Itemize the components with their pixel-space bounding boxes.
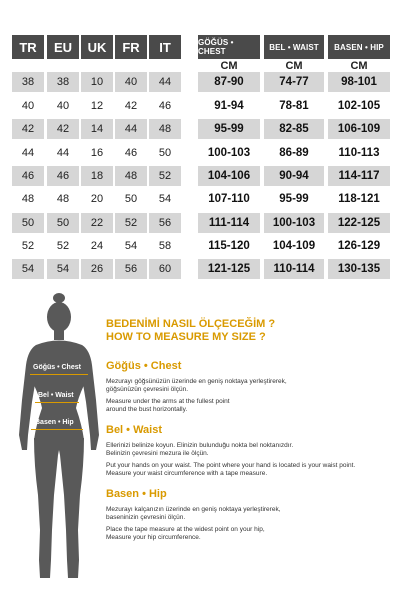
size-cell: 50 — [47, 213, 79, 233]
measure-cell: 86-89 — [279, 147, 309, 159]
measure-cell: 78-81 — [279, 100, 309, 112]
size-cell: 40 — [56, 100, 70, 112]
measure-cell: 118-121 — [338, 193, 380, 205]
measure-cell: 115-120 — [208, 240, 250, 252]
size-cell: 38 — [47, 72, 79, 92]
guide-title-tr: BEDENİMİ NASIL ÖLÇECEĞİM ? — [106, 318, 276, 330]
size-cell: 48 — [115, 166, 147, 186]
size-cell: 22 — [81, 213, 113, 233]
size-cell: 52 — [149, 166, 181, 186]
measure-cell: 110-113 — [338, 147, 380, 159]
figure-label-waist: Bel • Waist — [38, 392, 74, 399]
size-cell: 42 — [124, 100, 138, 112]
unit-cm: CM — [350, 60, 368, 72]
measure-cell: 102-105 — [337, 100, 381, 112]
measure-cell: 87-90 — [198, 72, 260, 92]
hip-desc-en: Place the tape measure at the widest point on your hip, Measure your hip circumference. — [106, 526, 265, 541]
size-cell: 20 — [90, 193, 104, 205]
measure-cell: 95-99 — [198, 119, 260, 139]
size-cell: 54 — [124, 240, 138, 252]
size-cell: 26 — [81, 259, 113, 279]
size-header-tr: TR — [12, 35, 44, 59]
measure-cell: 110-114 — [264, 259, 324, 279]
size-cell: 44 — [21, 147, 35, 159]
guide-title-en: HOW TO MEASURE MY SIZE ? — [106, 331, 266, 343]
waist-desc-en: Put your hands on your waist. The point where your hand is located is your waist point. Measure your waist circumference with a tape measure. — [106, 462, 356, 477]
size-cell: 48 — [21, 193, 35, 205]
size-cell: 12 — [90, 100, 104, 112]
hip-desc-tr: Mezurayı kalçanızın üzerinde en geniş noktaya yerleştirerek, baseninizin çevresini ölçün. — [106, 506, 281, 521]
size-cell: 56 — [149, 213, 181, 233]
size-cell: 16 — [90, 147, 104, 159]
size-cell: 44 — [56, 147, 70, 159]
measure-cell: 74-77 — [264, 72, 324, 92]
waist-heading: Bel • Waist — [106, 424, 163, 436]
size-cell: 42 — [12, 119, 44, 139]
size-header-fr: FR — [115, 35, 147, 59]
measure-cell: 114-117 — [328, 166, 390, 186]
waist-desc-tr: Ellerinizi belinize koyun. Elinizin bulunduğu nokta bel noktanızdır. Belinizin çevresini mezura ile ölçün. — [106, 442, 294, 457]
size-cell: 44 — [149, 72, 181, 92]
measure-cell: 100-103 — [264, 213, 324, 233]
measure-cell: 82-85 — [264, 119, 324, 139]
size-cell: 46 — [124, 147, 138, 159]
figure-chest-line — [30, 374, 88, 375]
size-cell: 10 — [81, 72, 113, 92]
chest-desc-tr: Mezurayı göğsünüzün üzerinde en geniş noktaya yerleştirerek, göğsünüzün çevresini ölçün. — [106, 378, 287, 393]
size-cell: 42 — [47, 119, 79, 139]
size-cell: 46 — [12, 166, 44, 186]
figure-waist-line — [35, 402, 79, 403]
size-cell: 46 — [158, 100, 172, 112]
measure-cell: 91-94 — [214, 100, 244, 112]
measure-header-2: BASEN • HIP — [328, 35, 390, 59]
figure-label-hip: Basen • Hip — [35, 419, 74, 426]
measure-cell: 106-109 — [328, 119, 390, 139]
chest-heading: Göğüs • Chest — [106, 360, 182, 372]
size-header-it: IT — [149, 35, 181, 59]
size-cell: 24 — [90, 240, 104, 252]
size-cell: 54 — [47, 259, 79, 279]
measure-cell: 130-135 — [328, 259, 390, 279]
measure-cell: 95-99 — [279, 193, 309, 205]
measure-cell: 100-103 — [207, 147, 251, 159]
figure-label-chest: Göğüs • Chest — [33, 364, 81, 371]
chest-desc-en: Measure under the arms at the fullest point around the bust horizontally. — [106, 398, 230, 413]
unit-cm: CM — [285, 60, 303, 72]
size-cell: 18 — [81, 166, 113, 186]
measure-cell: 104-109 — [272, 240, 316, 252]
size-cell: 52 — [21, 240, 35, 252]
size-cell: 40 — [21, 100, 35, 112]
size-cell: 58 — [158, 240, 172, 252]
size-cell: 50 — [124, 193, 138, 205]
size-cell: 52 — [115, 213, 147, 233]
body-silhouette-figure — [14, 290, 104, 590]
size-header-eu: EU — [47, 35, 79, 59]
size-cell: 50 — [158, 147, 172, 159]
size-cell: 48 — [149, 119, 181, 139]
size-cell: 52 — [56, 240, 70, 252]
measure-cell: 104-106 — [198, 166, 260, 186]
measure-cell: 107-110 — [208, 193, 250, 205]
size-cell: 48 — [56, 193, 70, 205]
size-cell: 50 — [12, 213, 44, 233]
hip-heading: Basen • Hip — [106, 488, 167, 500]
size-cell: 44 — [115, 119, 147, 139]
size-cell: 46 — [47, 166, 79, 186]
size-cell: 38 — [12, 72, 44, 92]
size-cell: 60 — [149, 259, 181, 279]
size-cell: 40 — [115, 72, 147, 92]
measure-cell: 121-125 — [198, 259, 260, 279]
figure-hip-line — [31, 429, 83, 430]
size-header-uk: UK — [81, 35, 113, 59]
unit-cm: CM — [220, 60, 238, 72]
size-cell: 54 — [12, 259, 44, 279]
size-cell: 14 — [81, 119, 113, 139]
measure-header-0: GÖĞÜS • CHEST — [198, 35, 260, 59]
measure-cell: 126-129 — [337, 240, 381, 252]
measure-cell: 122-125 — [328, 213, 390, 233]
measure-cell: 90-94 — [264, 166, 324, 186]
size-cell: 56 — [115, 259, 147, 279]
measure-header-1: BEL • WAIST — [264, 35, 324, 59]
measure-cell: 111-114 — [198, 213, 260, 233]
measure-cell: 98-101 — [328, 72, 390, 92]
size-cell: 54 — [158, 193, 172, 205]
